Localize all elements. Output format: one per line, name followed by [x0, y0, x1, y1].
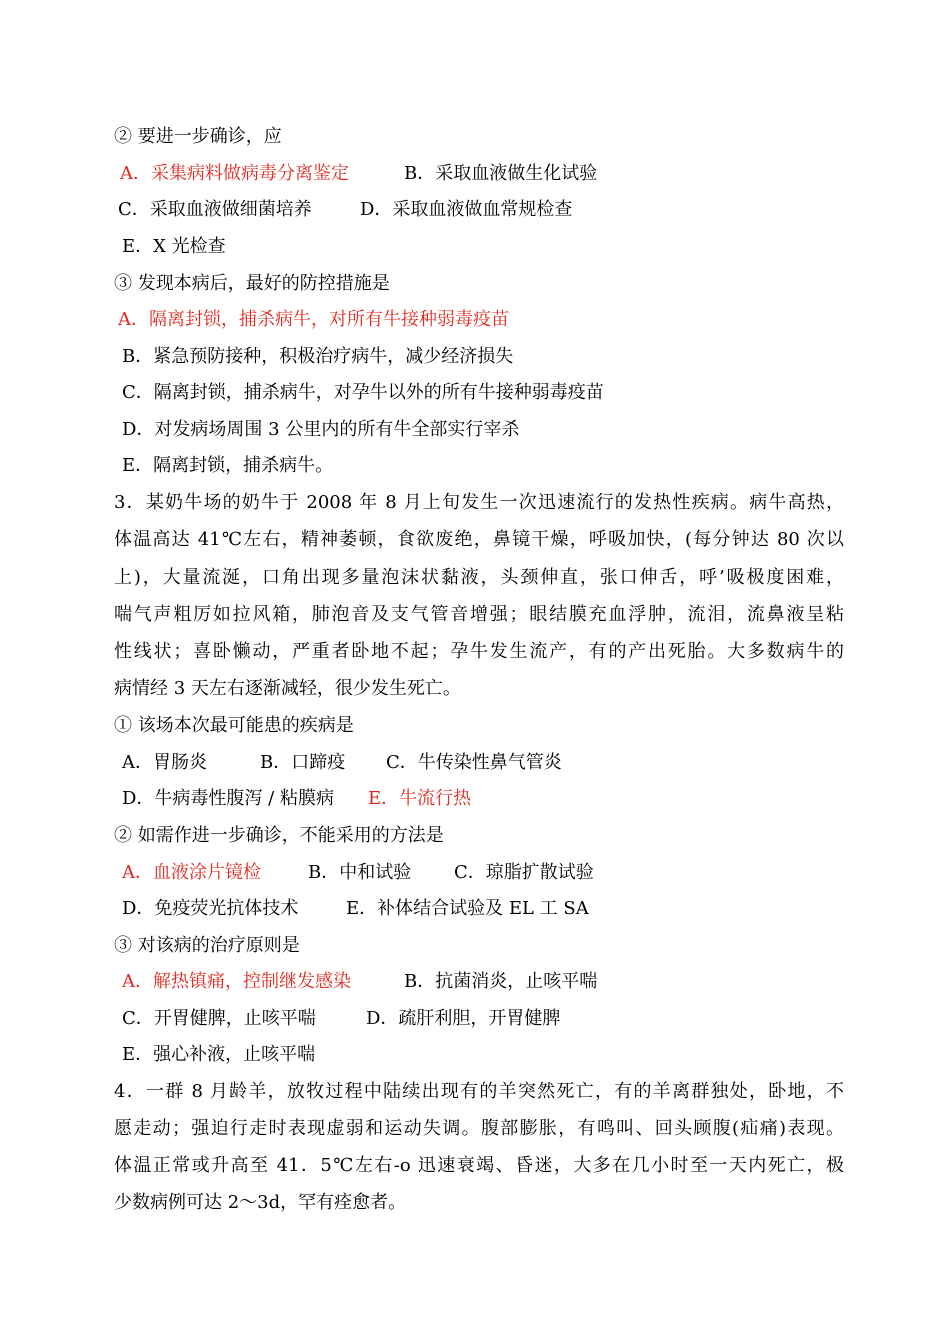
- option: A．胃肠炎: [122, 752, 207, 773]
- option: E．X 光检查: [122, 236, 226, 257]
- option: E．强心补液，止咳平喘: [122, 1044, 316, 1065]
- option-row: [114, 229, 844, 265]
- question-4-text-line: 体温正常或升高至 41．5℃左右-o 迅速衰竭、昏迷，大多在几小时至一天内死亡，极: [114, 1155, 844, 1176]
- option-row: [114, 781, 844, 817]
- question-3-text-line: 3．某奶牛场的奶牛于 2008 年 8 月上旬发生一次迅速流行的发热性疾病。病牛高热，: [114, 492, 844, 513]
- option-row: [114, 339, 844, 375]
- option-row: [114, 156, 844, 192]
- option-row: [114, 855, 844, 891]
- option-row: [114, 192, 844, 228]
- option-correct: A．采集病料做病毒分离鉴定: [120, 163, 349, 184]
- option: D．对发病场周围 3 公里内的所有牛全部实行宰杀: [122, 419, 520, 440]
- option-correct: A．血液涂片镜检: [122, 862, 261, 883]
- option: D．牛病毒性腹泻 / 粘膜病: [122, 788, 334, 809]
- option: E．补体结合试验及 EL 工 SA: [346, 898, 589, 919]
- option-row: [114, 1037, 844, 1073]
- option-row: [114, 745, 844, 781]
- question-3-text-line: 喘气声粗厉如拉风箱，肺泡音及支气管音增强；眼结膜充血浮肿，流泪，流鼻液呈粘: [114, 604, 844, 625]
- question-stem: ② 要进一步确诊，应: [114, 126, 282, 147]
- option-row: [114, 375, 844, 411]
- option: B．中和试验: [308, 862, 412, 883]
- option: C．采取血液做细菌培养: [118, 199, 312, 220]
- question-stem: ③ 发现本病后，最好的防控措施是: [114, 273, 390, 294]
- option: D．采取血液做血常规检查: [360, 199, 573, 220]
- option: B．口蹄疫: [260, 752, 346, 773]
- option-correct: A．隔离封锁，捕杀病牛，对所有牛接种弱毒疫苗: [118, 309, 509, 330]
- option: C．隔离封锁，捕杀病牛，对孕牛以外的所有牛接种弱毒疫苗: [122, 382, 604, 403]
- option: C．牛传染性鼻气管炎: [386, 752, 562, 773]
- option-row: [114, 412, 844, 448]
- option: D．疏肝利胆，开胃健脾: [366, 1008, 561, 1029]
- option: B．紧急预防接种，积极治疗病牛，减少经济损失: [122, 346, 514, 367]
- option: D．免疫荧光抗体技术: [122, 898, 299, 919]
- question-4-text-line: 少数病例可达 2～3d，罕有痊愈者。: [114, 1192, 407, 1213]
- option: C．开胃健脾，止咳平喘: [122, 1008, 316, 1029]
- option: B．采取血液做生化试验: [404, 163, 598, 184]
- option: B．抗菌消炎，止咳平喘: [404, 971, 598, 992]
- option-row: [114, 448, 844, 484]
- question-4-text-line: 愿走动；强迫行走时表现虚弱和运动失调。腹部膨胀，有鸣叫、回头顾腹(疝痛)表现。: [114, 1118, 844, 1139]
- option: E．隔离封锁，捕杀病牛。: [122, 455, 334, 476]
- option-correct: A．解热镇痛，控制继发感染: [122, 971, 351, 992]
- question-3-text-line: 体温高达 41℃左右，精神萎顿，食欲废绝，鼻镜干燥，呼吸加快，(每分钟达 80 次以: [114, 529, 844, 550]
- question-4-text-line: 4．一群 8 月龄羊，放牧过程中陆续出现有的羊突然死亡，有的羊离群独处，卧地，不: [114, 1081, 844, 1102]
- option-row: [114, 1001, 844, 1037]
- question-3-text-line: 上)，大量流涎，口角出现多量泡沫状黏液，头颈伸直，张口伸舌，呼’吸极度困难，: [114, 567, 844, 588]
- question-3-text-line: 病情经 3 天左右逐渐减轻，很少发生死亡。: [114, 678, 461, 699]
- option-row: [114, 964, 844, 1000]
- option: C．琼脂扩散试验: [454, 862, 594, 883]
- question-3-text-line: 性线状；喜卧懒动，严重者卧地不起；孕牛发生流产，有的产出死胎。大多数病牛的: [114, 641, 844, 662]
- option-row: [114, 302, 844, 338]
- option-row: [114, 891, 844, 927]
- option-correct: E．牛流行热: [368, 788, 472, 809]
- question-stem: ③ 对该病的治疗原则是: [114, 935, 300, 956]
- question-stem: ② 如需作进一步确诊，不能采用的方法是: [114, 825, 444, 846]
- question-stem: ① 该场本次最可能患的疾病是: [114, 715, 354, 736]
